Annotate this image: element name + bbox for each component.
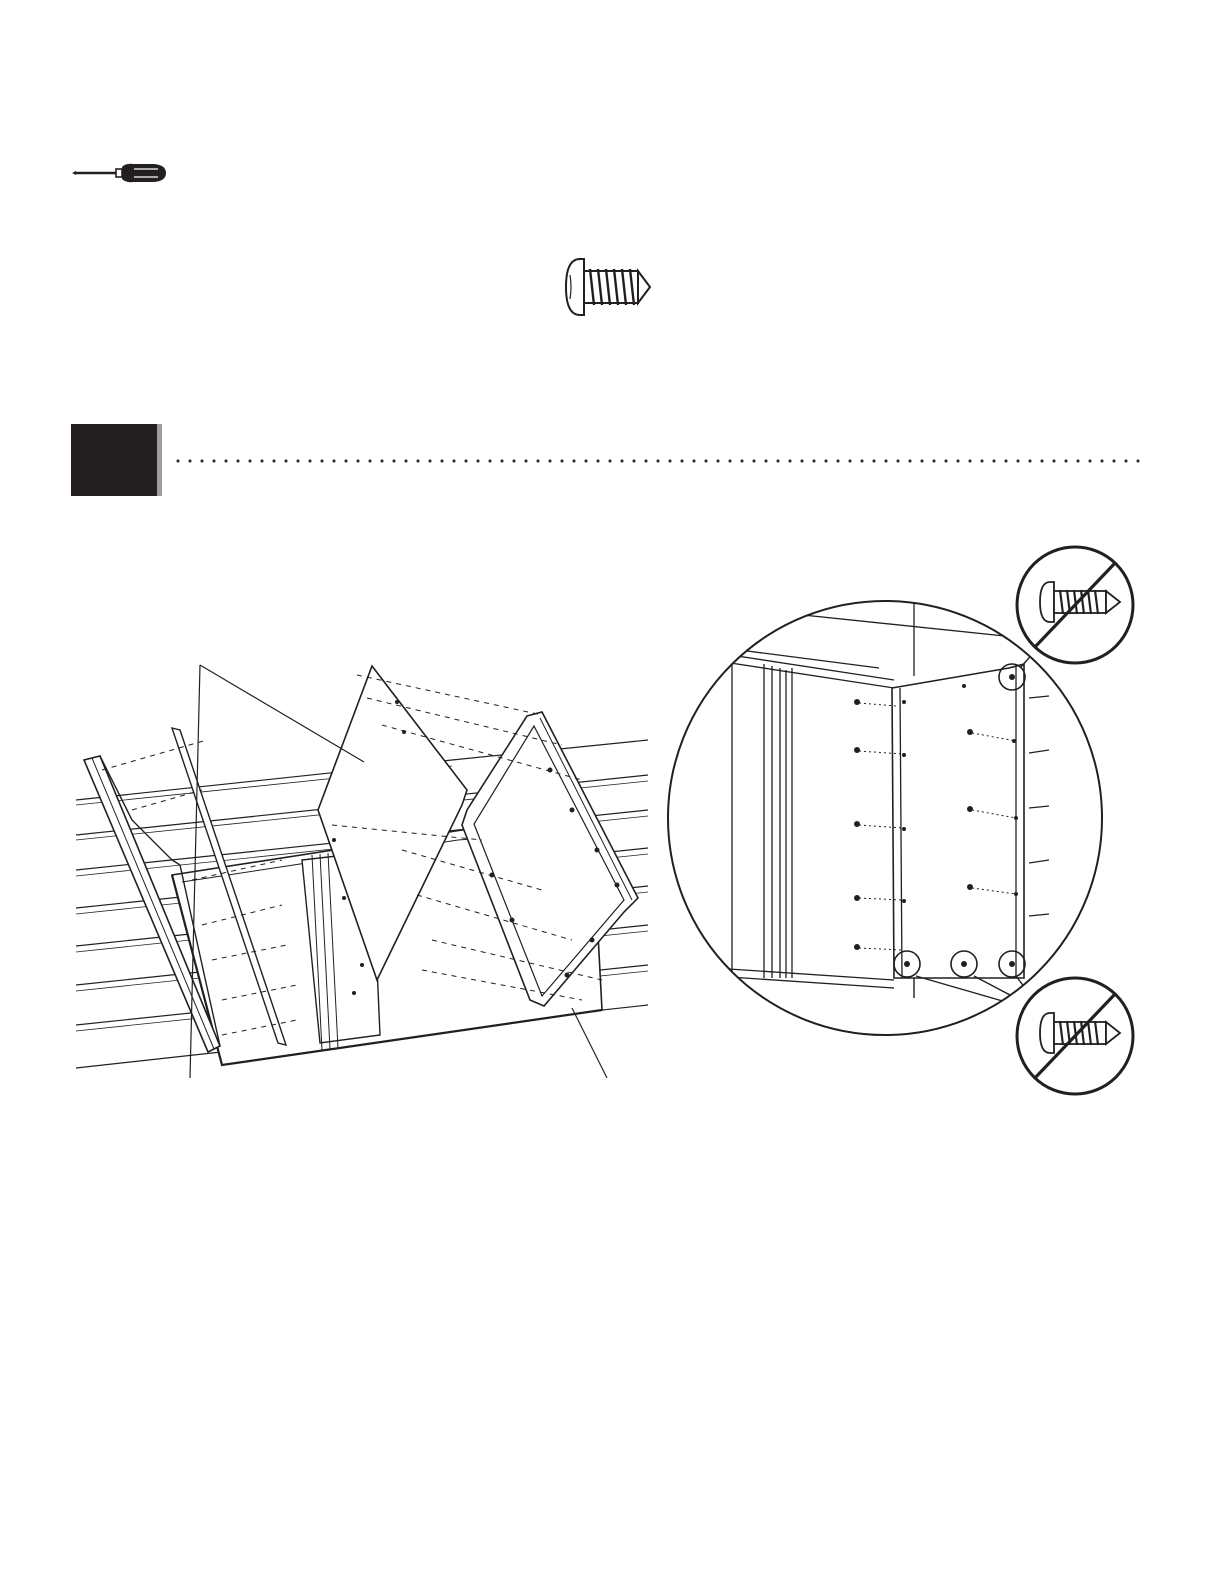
- no-screw-icon: [1014, 544, 1136, 666]
- pan-head-screw-icon: [560, 255, 654, 319]
- panel-assembly-illustration: [72, 660, 652, 1080]
- step-badge: [71, 424, 157, 496]
- screwdriver-icon: [70, 160, 170, 186]
- no-screw-icon: [1014, 975, 1136, 1097]
- dotted-divider: [176, 458, 1144, 464]
